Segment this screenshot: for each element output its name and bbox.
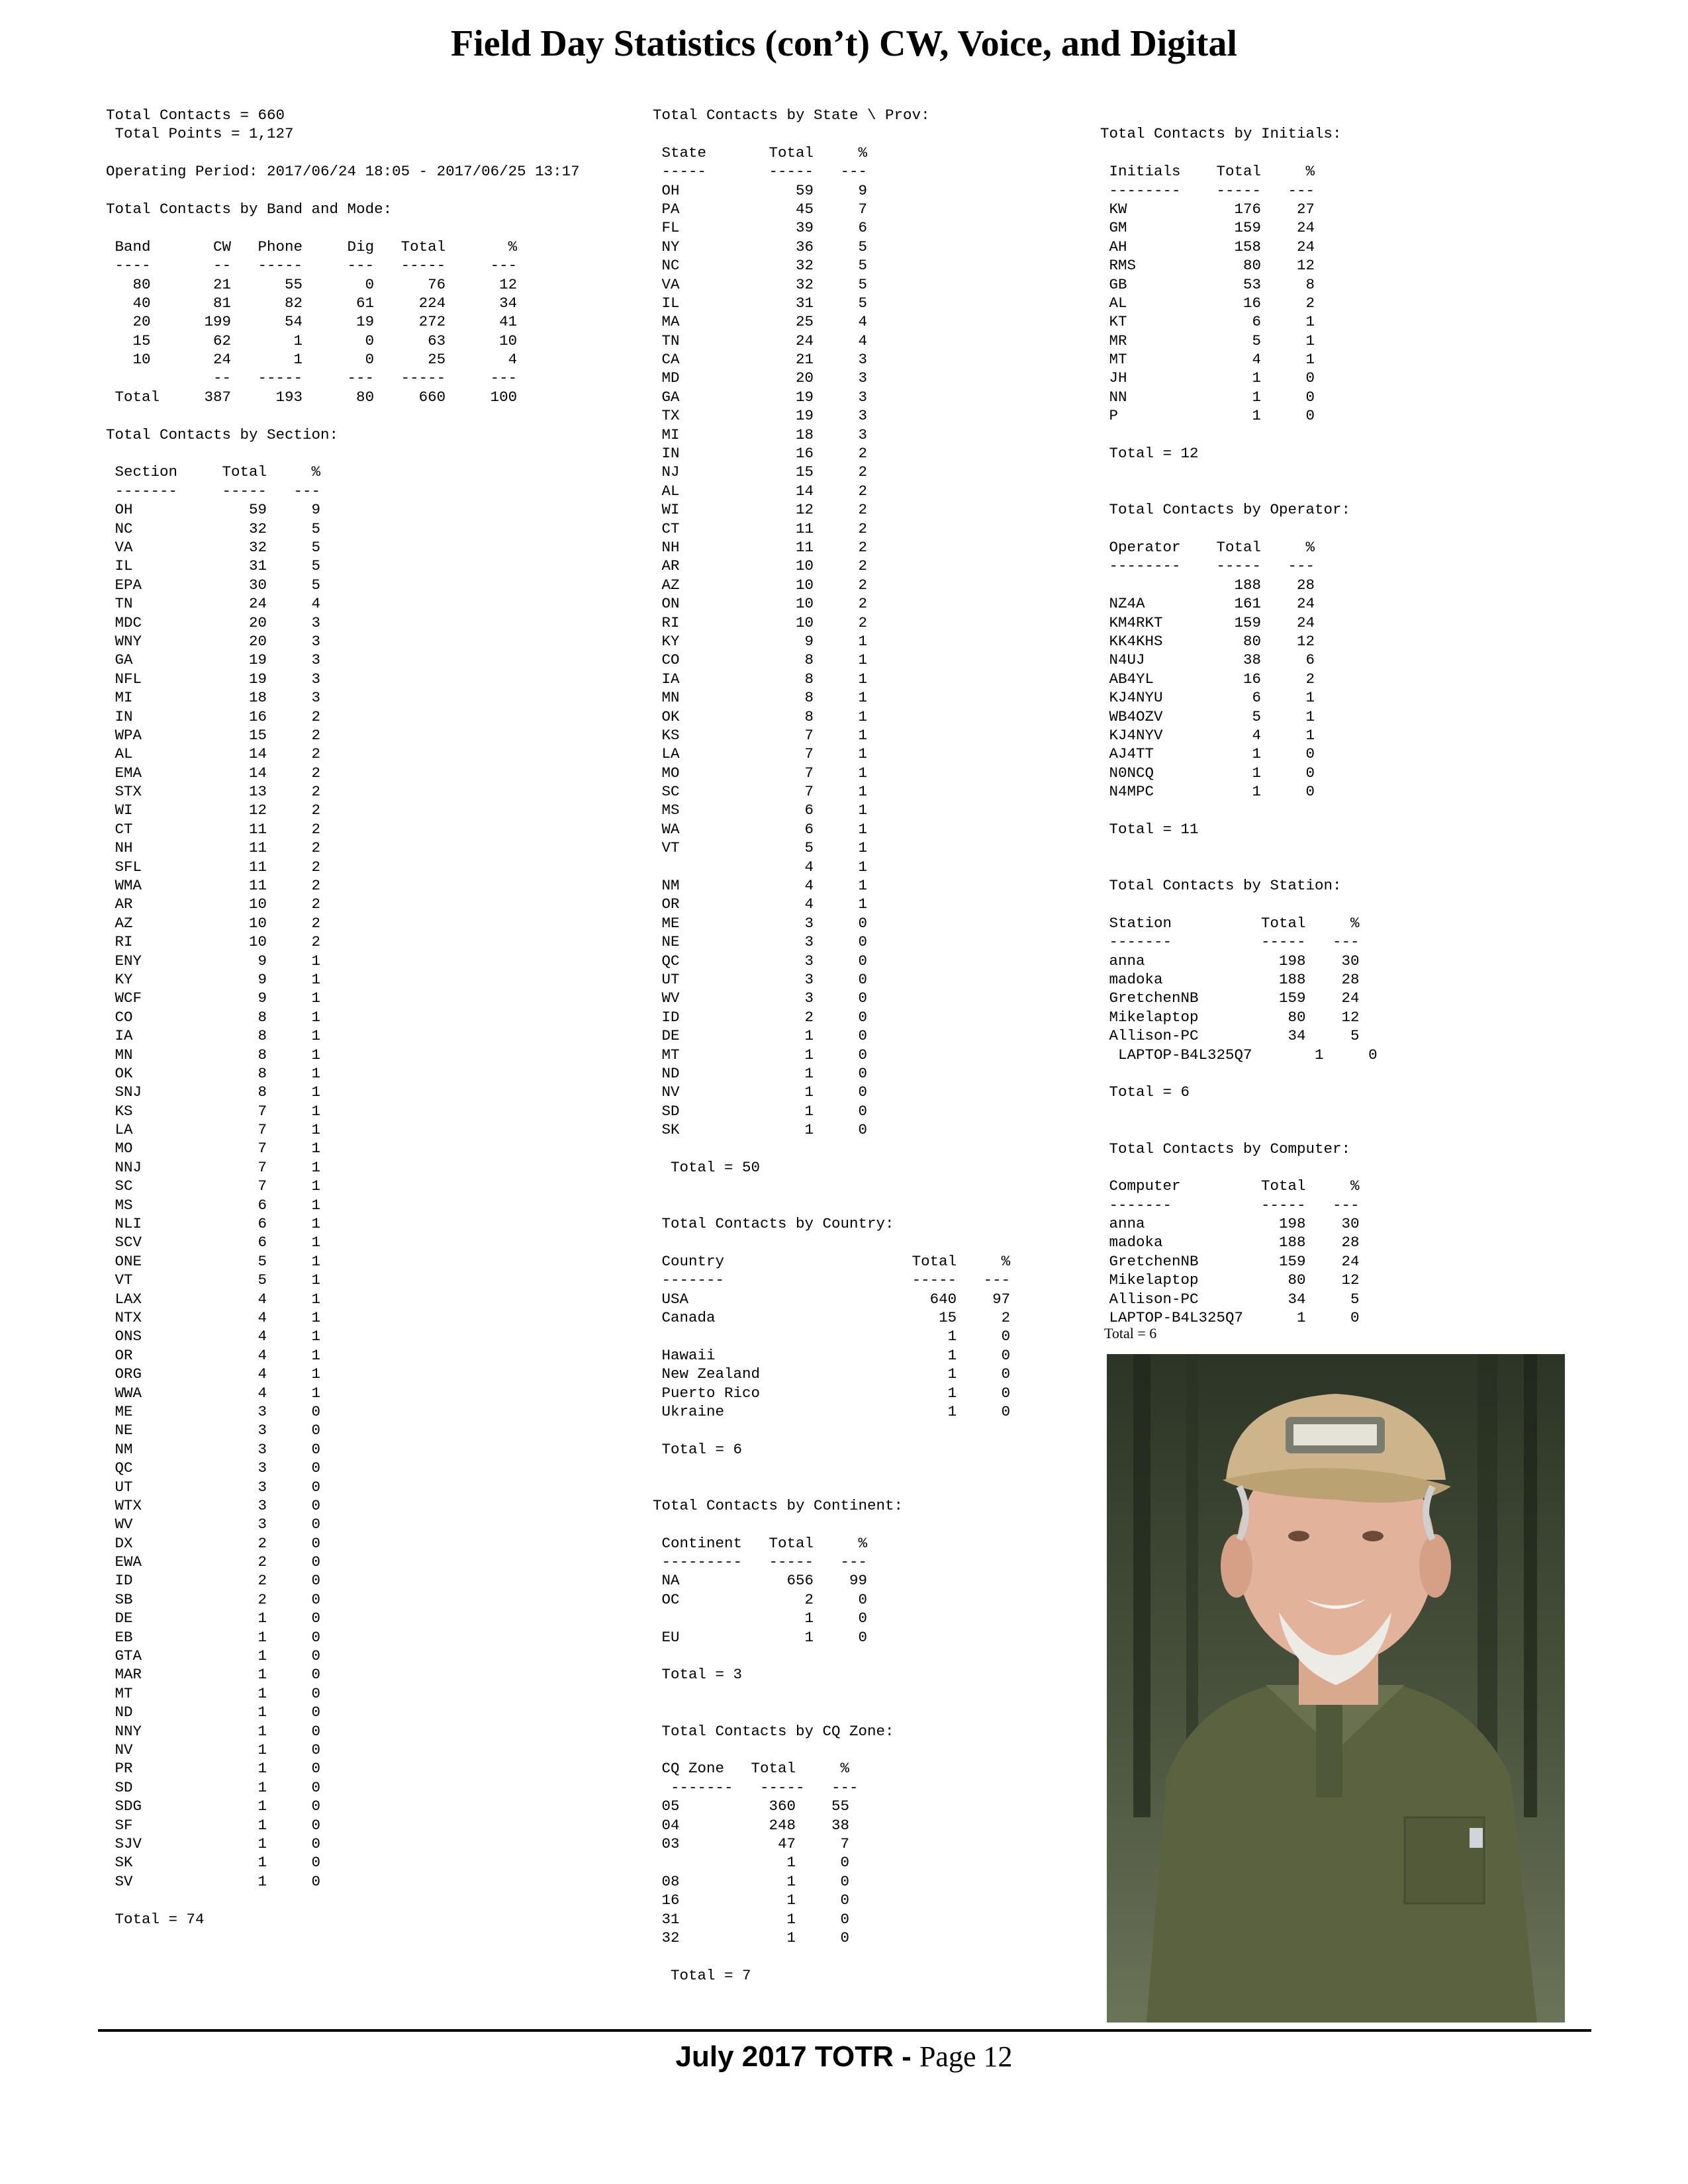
stats-line (106, 1891, 580, 1909)
stats-line: SD 1 0 (106, 1778, 321, 1796)
stats-line (653, 1177, 1010, 1195)
computer-total-note: Total = 6 (1104, 1325, 1157, 1342)
stats-line: OK 8 1 (653, 707, 868, 725)
stats-line: EU 1 0 (653, 1628, 868, 1646)
stats-line: Total Contacts by CQ Zone: (653, 1722, 894, 1740)
operator-photo (1107, 1354, 1565, 2023)
stats-line: NJ 15 2 (653, 463, 868, 481)
stats-line: Computer Total % (1100, 1177, 1360, 1195)
stats-line: Total Contacts by State \ Prov: (653, 107, 930, 124)
stats-line: Total Contacts by Section: (106, 426, 339, 443)
stats-line: ME 3 0 (106, 1402, 321, 1420)
stats-line: CT 11 2 (106, 820, 321, 838)
stats-line: WA 6 1 (653, 820, 868, 838)
stats-line: ME 3 0 (653, 914, 868, 932)
stats-line: ------- ----- --- (653, 1271, 1011, 1289)
stats-line: GA 19 3 (106, 651, 321, 669)
stats-line: ONE 5 1 (106, 1252, 321, 1270)
stats-line: EPA 30 5 (106, 576, 321, 594)
stats-line: OC 2 0 (653, 1590, 868, 1608)
stats-line: GretchenNB 159 24 (1100, 1252, 1360, 1270)
stats-line (1100, 858, 1378, 876)
stats-line (1100, 1102, 1378, 1120)
stats-line: Total = 74 (106, 1910, 205, 1928)
stats-line: ON 10 2 (653, 595, 868, 613)
stats-line: WV 3 0 (653, 989, 868, 1007)
stats-line: OR 4 1 (106, 1346, 321, 1364)
stats-line: Total = 3 (653, 1666, 743, 1684)
stats-line: Total = 12 (1100, 445, 1199, 463)
stats-line: MN 8 1 (106, 1046, 321, 1064)
stats-line: NNJ 7 1 (106, 1158, 321, 1176)
stats-line: RMS 80 12 (1100, 257, 1315, 275)
stats-line: NH 11 2 (106, 839, 321, 857)
stats-line: IA 8 1 (106, 1027, 321, 1045)
stats-line: CA 21 3 (653, 351, 868, 369)
stats-line: -------- ----- --- (1100, 557, 1315, 575)
stats-line: SCV 6 1 (106, 1234, 321, 1251)
stats-line: MI 18 3 (106, 689, 321, 707)
stats-line: SJV 1 0 (106, 1835, 321, 1852)
stats-line: Ukraine 1 0 (653, 1402, 1011, 1420)
stats-line: ----- ----- --- (653, 163, 868, 181)
stats-line: NA 656 99 (653, 1572, 868, 1590)
stats-line: 32 1 0 (653, 1929, 850, 1946)
stats-line: Mikelaptop 80 12 (1100, 1008, 1360, 1026)
stats-line: GA 19 3 (653, 388, 868, 406)
stats-line: Total = 7 (653, 1966, 751, 1984)
stats-line: LAX 4 1 (106, 1290, 321, 1308)
stats-line: Section Total % (106, 463, 321, 481)
stats-line: NE 3 0 (106, 1422, 321, 1439)
stats-line: EB 1 0 (106, 1628, 321, 1646)
stats-line: KS 7 1 (653, 726, 868, 744)
stats-line: AB4YL 16 2 (1100, 670, 1315, 688)
stats-line: NNY 1 0 (106, 1722, 321, 1740)
stats-line (1100, 520, 1378, 538)
stats-line: 1 0 (653, 1328, 1011, 1345)
stats-line: KW 176 27 (1100, 200, 1315, 218)
stats-line: CO 8 1 (653, 651, 868, 669)
stats-line: NM 4 1 (653, 877, 868, 895)
stats-line: Allison-PC 34 5 (1100, 1027, 1360, 1045)
stats-line: TX 19 3 (653, 407, 868, 425)
stats-line: 188 28 (1100, 576, 1315, 594)
stats-line: GretchenNB 159 24 (1100, 989, 1360, 1007)
stats-line: Country Total % (653, 1252, 1011, 1270)
stats-line (1100, 895, 1378, 913)
stats-line (653, 124, 1010, 143)
stats-line: Canada 15 2 (653, 1309, 1011, 1326)
stats-line: WCF 9 1 (106, 989, 321, 1007)
stats-line: 10 24 1 0 25 4 (106, 351, 518, 369)
stats-line: NH 11 2 (653, 538, 868, 556)
stats-line: PA 45 7 (653, 200, 868, 218)
stats-line (653, 1233, 1010, 1251)
stats-line: Station Total % (1100, 914, 1360, 932)
stats-line: LA 7 1 (106, 1121, 321, 1139)
stats-line: AL 14 2 (106, 745, 321, 763)
stats-line: AH 158 24 (1100, 238, 1315, 255)
stats-line: KY 9 1 (106, 970, 321, 988)
stats-line: Operator Total % (1100, 539, 1315, 556)
stats-line: 40 81 82 61 224 34 (106, 294, 518, 312)
stats-line: SF 1 0 (106, 1816, 321, 1834)
stats-line (1100, 1158, 1378, 1177)
stats-line: Total Points = 1,127 (106, 125, 294, 143)
stats-line: NC 32 5 (653, 257, 868, 275)
stats-line: 80 21 55 0 76 12 (106, 275, 518, 293)
stats-line (1100, 482, 1378, 500)
stats-line: Band CW Phone Dig Total % (106, 238, 518, 255)
stats-line: ID 2 0 (653, 1008, 868, 1026)
stats-line: N0NCQ 1 0 (1100, 764, 1315, 782)
stats-line: 31 1 0 (653, 1910, 850, 1928)
stats-line: MA 25 4 (653, 313, 868, 331)
stats-line: AL 14 2 (653, 482, 868, 500)
stats-line: VA 32 5 (106, 538, 321, 556)
stats-line: 16 1 0 (653, 1891, 850, 1909)
stats-line: SDG 1 0 (106, 1797, 321, 1815)
stats-line (106, 444, 580, 463)
stats-line: WPA 15 2 (106, 726, 321, 744)
stats-line: WWA 4 1 (106, 1384, 321, 1402)
stats-line: TN 24 4 (106, 595, 321, 613)
stats-line: AR 10 2 (106, 895, 321, 913)
stats-line: MS 6 1 (106, 1196, 321, 1214)
stats-line: CQ Zone Total % (653, 1760, 850, 1778)
page-title: Field Day Statistics (con’t) CW, Voice, and Digital (451, 23, 1237, 64)
stats-line (653, 1478, 1010, 1496)
stats-line: New Zealand 1 0 (653, 1365, 1011, 1383)
stats-line: MO 7 1 (106, 1140, 321, 1158)
stats-line: MAR 1 0 (106, 1666, 321, 1684)
stats-line: Total = 6 (1100, 1083, 1190, 1101)
stats-line: MT 1 0 (106, 1684, 321, 1702)
stats-line: 05 360 55 (653, 1797, 850, 1815)
stats-line: SNJ 8 1 (106, 1083, 321, 1101)
stats-line (653, 1459, 1010, 1477)
stats-line: anna 198 30 (1100, 952, 1360, 970)
stats-line (653, 1196, 1010, 1214)
stats-line: WNY 20 3 (106, 632, 321, 650)
stats-line: 1 0 (653, 1854, 850, 1872)
stats-line: AZ 10 2 (653, 576, 868, 594)
stats-line: CO 8 1 (106, 1008, 321, 1026)
stats-line: Total = 6 (653, 1440, 743, 1458)
stats-line: AL 16 2 (1100, 294, 1315, 312)
stats-line (653, 1515, 1010, 1533)
stats-line: ENY 9 1 (106, 952, 321, 970)
stats-line (1100, 1120, 1378, 1139)
stats-line: OK 8 1 (106, 1064, 321, 1082)
stats-line: PR 1 0 (106, 1760, 321, 1778)
stats-line: GB 53 8 (1100, 275, 1315, 293)
stats-line: LAPTOP-B4L325Q7 1 0 (1100, 1046, 1378, 1064)
stats-line: Total Contacts by Country: (653, 1215, 894, 1233)
stats-line: EMA 14 2 (106, 764, 321, 782)
stats-line: CT 11 2 (653, 520, 868, 537)
stats-line: NFL 19 3 (106, 670, 321, 688)
stats-line: VT 5 1 (653, 839, 868, 857)
stats-line: IN 16 2 (106, 707, 321, 725)
stats-line (106, 218, 580, 237)
stats-line: -- ----- --- ----- --- (106, 369, 518, 387)
stats-line: GM 159 24 (1100, 219, 1315, 237)
stats-line: NV 1 0 (106, 1741, 321, 1758)
stats-line: Allison-PC 34 5 (1100, 1290, 1360, 1308)
stats-line: 08 1 0 (653, 1872, 850, 1890)
stats-line (1100, 426, 1378, 444)
stats-line: Total = 50 (653, 1158, 761, 1176)
stats-line: ------- ----- --- (1100, 1196, 1360, 1214)
stats-line: KM4RKT 159 24 (1100, 614, 1315, 631)
stats-line: OH 59 9 (653, 181, 868, 199)
stats-line: NN 1 0 (1100, 388, 1315, 406)
stats-line: 4 1 (653, 858, 868, 876)
stats-line: RI 10 2 (106, 933, 321, 951)
stats-line: Total Contacts by Operator: (1100, 501, 1351, 519)
stats-line: ------- ----- --- (1100, 933, 1360, 951)
stats-line: WV 3 0 (106, 1516, 321, 1533)
stats-line: NE 3 0 (653, 933, 868, 951)
stats-line: MT 1 0 (653, 1046, 868, 1064)
stats-line: N4MPC 1 0 (1100, 783, 1315, 801)
stats-line: DE 1 0 (653, 1027, 868, 1045)
stats-line: USA 640 97 (653, 1290, 1011, 1308)
stats-line: SK 1 0 (653, 1121, 868, 1139)
stats-line: SD 1 0 (653, 1102, 868, 1120)
stats-column-middle (653, 106, 1010, 1985)
stats-line: Total Contacts by Band and Mode: (106, 200, 393, 218)
stats-line: KY 9 1 (653, 632, 868, 650)
stats-line: MI 18 3 (653, 426, 868, 443)
stats-line: 03 47 7 (653, 1835, 850, 1852)
stats-line: ORG 4 1 (106, 1365, 321, 1383)
stats-line (1100, 463, 1378, 481)
stats-line: OR 4 1 (653, 895, 868, 913)
page-footer (0, 2040, 1688, 2073)
stats-line: KT 6 1 (1100, 313, 1315, 331)
stats-line: AR 10 2 (653, 557, 868, 575)
stats-line: MT 4 1 (1100, 351, 1315, 369)
stats-line: KS 7 1 (106, 1102, 321, 1120)
stats-line (653, 1947, 1010, 1966)
stats-line: madoka 188 28 (1100, 1234, 1360, 1251)
stats-line: NC 32 5 (106, 520, 321, 537)
footer-issue: July 2017 TOTR - (675, 2040, 919, 2073)
stats-line: NY 36 5 (653, 238, 868, 255)
stats-line: MD 20 3 (653, 369, 868, 387)
stats-line (106, 406, 580, 425)
stats-line: NV 1 0 (653, 1083, 868, 1101)
stats-line: State Total % (653, 144, 868, 161)
stats-line: AJ4TT 1 0 (1100, 745, 1315, 763)
stats-line: SC 7 1 (653, 783, 868, 801)
stats-line: Continent Total % (653, 1534, 868, 1552)
stats-line: QC 3 0 (653, 952, 868, 970)
stats-line: SFL 11 2 (106, 858, 321, 876)
stats-line: KJ4NYV 4 1 (1100, 726, 1315, 744)
stats-line: ------- ----- --- (653, 1778, 859, 1796)
stats-line: LAPTOP-B4L325Q7 1 0 (1100, 1309, 1360, 1327)
stats-line: 04 248 38 (653, 1816, 850, 1834)
stats-line: SB 2 0 (106, 1590, 321, 1608)
stats-line: ------- ----- --- (106, 482, 321, 500)
stats-line: VA 32 5 (653, 275, 868, 293)
stats-line: ND 1 0 (653, 1064, 868, 1082)
stats-line: Total 387 193 80 660 100 (106, 388, 518, 406)
stats-column-left (106, 106, 580, 1929)
stats-line: ND 1 0 (106, 1704, 321, 1721)
stats-line: N4UJ 38 6 (1100, 651, 1315, 669)
stats-line (653, 1421, 1010, 1439)
stats-line: ONS 4 1 (106, 1328, 321, 1345)
stats-line: WTX 3 0 (106, 1496, 321, 1514)
stats-line: WI 12 2 (653, 501, 868, 519)
stats-line: UT 3 0 (106, 1478, 321, 1496)
stats-line: madoka 188 28 (1100, 970, 1360, 988)
stats-line: NTX 4 1 (106, 1309, 321, 1326)
man-in-cap-illustration (1107, 1354, 1565, 2023)
stats-line: GTA 1 0 (106, 1647, 321, 1665)
stats-line (1100, 144, 1378, 162)
stats-line: 1 0 (653, 1610, 868, 1627)
stats-line (653, 1703, 1010, 1721)
stats-line (1100, 801, 1378, 819)
stats-line: Initials Total % (1100, 163, 1315, 181)
stats-line: --------- ----- --- (653, 1553, 868, 1571)
stats-line: UT 3 0 (653, 970, 868, 988)
stats-line: OH 59 9 (106, 501, 321, 519)
stats-line: WMA 11 2 (106, 877, 321, 895)
stats-line: AZ 10 2 (106, 914, 321, 932)
stats-line: Total Contacts by Initials: (1100, 125, 1342, 143)
stats-line: RI 10 2 (653, 614, 868, 631)
stats-line: IN 16 2 (653, 445, 868, 463)
stats-line: IL 31 5 (106, 557, 321, 575)
stats-line (106, 181, 580, 200)
stats-line: FL 39 6 (653, 219, 868, 237)
stats-line: KJ4NYU 6 1 (1100, 689, 1315, 707)
stats-line (653, 1139, 1010, 1158)
stats-line: MO 7 1 (653, 764, 868, 782)
stats-line: Puerto Rico 1 0 (653, 1384, 1011, 1402)
stats-line: WI 12 2 (106, 801, 321, 819)
stats-line (1100, 839, 1378, 857)
stats-line (653, 1647, 1010, 1665)
stats-line: -------- ----- --- (1100, 181, 1315, 199)
stats-line: Total Contacts by Station: (1100, 877, 1342, 895)
stats-line: MR 5 1 (1100, 332, 1315, 349)
stats-line: NZ4A 161 24 (1100, 595, 1315, 613)
stats-line (106, 144, 580, 162)
stats-line (1100, 1064, 1378, 1083)
stats-line: SV 1 0 (106, 1872, 321, 1890)
stats-line: TN 24 4 (653, 332, 868, 349)
stats-line: IA 8 1 (653, 670, 868, 688)
stats-line: DE 1 0 (106, 1610, 321, 1627)
stats-line: STX 13 2 (106, 783, 321, 801)
stats-line: WB4OZV 5 1 (1100, 707, 1315, 725)
stats-line: MDC 20 3 (106, 614, 321, 631)
stats-line: ID 2 0 (106, 1572, 321, 1590)
stats-column-right (1100, 106, 1378, 1327)
stats-line: Total = 11 (1100, 820, 1199, 838)
stats-line: LA 7 1 (653, 745, 868, 763)
stats-line: Hawaii 1 0 (653, 1346, 1011, 1364)
stats-line: MN 8 1 (653, 689, 868, 707)
stats-line: DX 2 0 (106, 1534, 321, 1552)
stats-line (653, 1741, 1010, 1759)
stats-line: anna 198 30 (1100, 1215, 1360, 1233)
footer-page-number: Page 12 (919, 2040, 1013, 2073)
stats-line: QC 3 0 (106, 1459, 321, 1477)
stats-line: SK 1 0 (106, 1854, 321, 1872)
stats-line: SC 7 1 (106, 1177, 321, 1195)
stats-line: ---- -- ----- --- ----- --- (106, 257, 518, 275)
stats-line: Total Contacts by Continent: (653, 1496, 904, 1514)
stats-line: Operating Period: 2017/06/24 18:05 - 2017/06/25 13:17 (106, 163, 580, 181)
stats-line: Mikelaptop 80 12 (1100, 1271, 1360, 1289)
stats-line: KK4KHS 80 12 (1100, 632, 1315, 650)
stats-line: VT 5 1 (106, 1271, 321, 1289)
stats-line: MS 6 1 (653, 801, 868, 819)
stats-line: Total Contacts = 660 (106, 107, 285, 124)
stats-line: P 1 0 (1100, 407, 1315, 425)
stats-line: NM 3 0 (106, 1440, 321, 1458)
stats-line: 20 199 54 19 272 41 (106, 313, 518, 331)
stats-line: NLI 6 1 (106, 1215, 321, 1233)
footer-rule (98, 2029, 1591, 2032)
stats-line: Total Contacts by Computer: (1100, 1140, 1351, 1158)
stats-line: 15 62 1 0 63 10 (106, 332, 518, 349)
stats-line: JH 1 0 (1100, 369, 1315, 387)
stats-line: IL 31 5 (653, 294, 868, 312)
stats-line: EWA 2 0 (106, 1553, 321, 1571)
stats-line (653, 1684, 1010, 1703)
